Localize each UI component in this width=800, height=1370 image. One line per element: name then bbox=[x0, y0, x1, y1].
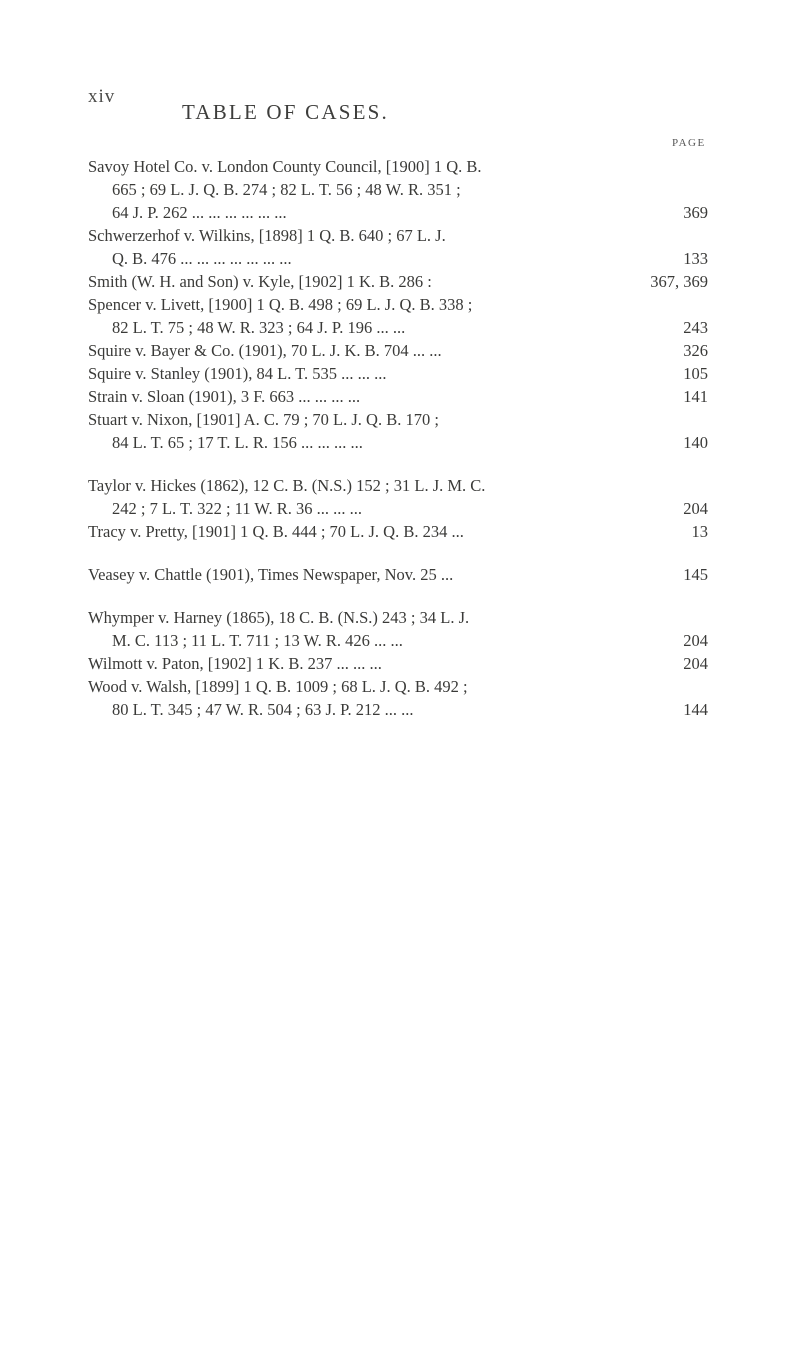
case-entry-line bbox=[88, 247, 708, 270]
table-of-cases bbox=[88, 155, 708, 721]
case-page-number: 369 bbox=[683, 203, 708, 222]
case-entry-line bbox=[88, 606, 708, 629]
case-group-w bbox=[88, 606, 708, 721]
case-citation: Tracy v. Pretty, [1901] 1 Q. B. 444 ; 70 L. J. Q. B. 234 ... bbox=[88, 522, 464, 541]
case-page-number: 204 bbox=[683, 631, 708, 650]
case-page-number: 140 bbox=[683, 433, 708, 452]
case-citation: Stuart v. Nixon, [1901] A. C. 79 ; 70 L. J. Q. B. 170 ; bbox=[88, 410, 439, 429]
case-citation: Savoy Hotel Co. v. London County Council, [1900] 1 Q. B. bbox=[88, 157, 482, 176]
case-citation: Squire v. Bayer & Co. (1901), 70 L. J. K. B. 704 ... ... bbox=[88, 341, 442, 360]
case-citation: Veasey v. Chattle (1901), Times Newspaper, Nov. 25 ... bbox=[88, 565, 454, 584]
case-entry-line bbox=[88, 362, 708, 385]
page-number: xiv bbox=[88, 86, 116, 107]
case-entry-line bbox=[88, 431, 708, 454]
case-page-number: 243 bbox=[683, 318, 708, 337]
case-citation: M. C. 113 ; 11 L. T. 711 ; 13 W. R. 426 ... ... bbox=[112, 631, 403, 650]
case-citation: Strain v. Sloan (1901), 3 F. 663 ... ... ... ... bbox=[88, 387, 361, 406]
case-citation: 84 L. T. 65 ; 17 T. L. R. 156 ... ... ... ... bbox=[112, 433, 363, 452]
case-entry-line bbox=[88, 698, 708, 721]
case-entry-line bbox=[88, 339, 708, 362]
case-entry-line bbox=[88, 201, 708, 224]
case-citation: 64 J. P. 262 ... ... ... ... ... ... bbox=[112, 203, 287, 222]
case-citation: 665 ; 69 L. J. Q. B. 274 ; 82 L. T. 56 ; 48 W. R. 351 ; bbox=[112, 180, 461, 199]
case-page-number: 145 bbox=[683, 565, 708, 584]
case-entry-line bbox=[88, 675, 708, 698]
case-entry-line bbox=[88, 474, 708, 497]
case-citation: Smith (W. H. and Son) v. Kyle, [1902] 1 K. B. 286 : bbox=[88, 272, 432, 291]
case-entry-line bbox=[88, 155, 708, 178]
case-entry-line bbox=[88, 497, 708, 520]
case-page-number: 144 bbox=[683, 700, 708, 719]
case-entry-line bbox=[88, 385, 708, 408]
case-page-number: 204 bbox=[683, 499, 708, 518]
case-citation: Schwerzerhof v. Wilkins, [1898] 1 Q. B. 640 ; 67 L. J. bbox=[88, 226, 446, 245]
case-page-number: 133 bbox=[683, 249, 708, 268]
page-column-label: PAGE bbox=[672, 137, 706, 149]
case-citation: 80 L. T. 345 ; 47 W. R. 504 ; 63 J. P. 212 ... ... bbox=[112, 700, 414, 719]
case-page-number: 326 bbox=[683, 341, 708, 360]
case-entry-line bbox=[88, 563, 708, 586]
case-citation: Q. B. 476 ... ... ... ... ... ... ... bbox=[112, 249, 292, 268]
running-head: TABLE OF CASES. bbox=[182, 100, 389, 124]
case-entry-line bbox=[88, 293, 708, 316]
case-citation: Spencer v. Livett, [1900] 1 Q. B. 498 ; 69 L. J. Q. B. 338 ; bbox=[88, 295, 473, 314]
case-page-number: 105 bbox=[683, 364, 708, 383]
case-page-number: 367, 369 bbox=[650, 272, 708, 291]
case-entry-line bbox=[88, 520, 708, 543]
case-citation: 242 ; 7 L. T. 322 ; 11 W. R. 36 ... ... ... bbox=[112, 499, 362, 518]
case-page-number: 141 bbox=[683, 387, 708, 406]
case-group-s bbox=[88, 155, 708, 454]
case-citation: Taylor v. Hickes (1862), 12 C. B. (N.S.) 152 ; 31 L. J. M. C. bbox=[88, 476, 486, 495]
case-citation: Wood v. Walsh, [1899] 1 Q. B. 1009 ; 68 L. J. Q. B. 492 ; bbox=[88, 677, 468, 696]
case-entry-line bbox=[88, 316, 708, 339]
case-entry-line bbox=[88, 178, 708, 201]
case-entry-line bbox=[88, 629, 708, 652]
case-entry-line bbox=[88, 270, 708, 293]
case-entry-line bbox=[88, 224, 708, 247]
case-entry-line bbox=[88, 652, 708, 675]
case-group-v bbox=[88, 563, 708, 586]
case-citation: Whymper v. Harney (1865), 18 C. B. (N.S.) 243 ; 34 L. J. bbox=[88, 608, 470, 627]
case-citation: 82 L. T. 75 ; 48 W. R. 323 ; 64 J. P. 196 ... ... bbox=[112, 318, 406, 337]
case-page-number: 204 bbox=[683, 654, 708, 673]
case-page-number: 13 bbox=[691, 522, 708, 541]
case-citation: Squire v. Stanley (1901), 84 L. T. 535 ... ... ... bbox=[88, 364, 387, 383]
case-citation: Wilmott v. Paton, [1902] 1 K. B. 237 ... ... ... bbox=[88, 654, 382, 673]
case-entry-line bbox=[88, 408, 708, 431]
case-group-t bbox=[88, 474, 708, 543]
